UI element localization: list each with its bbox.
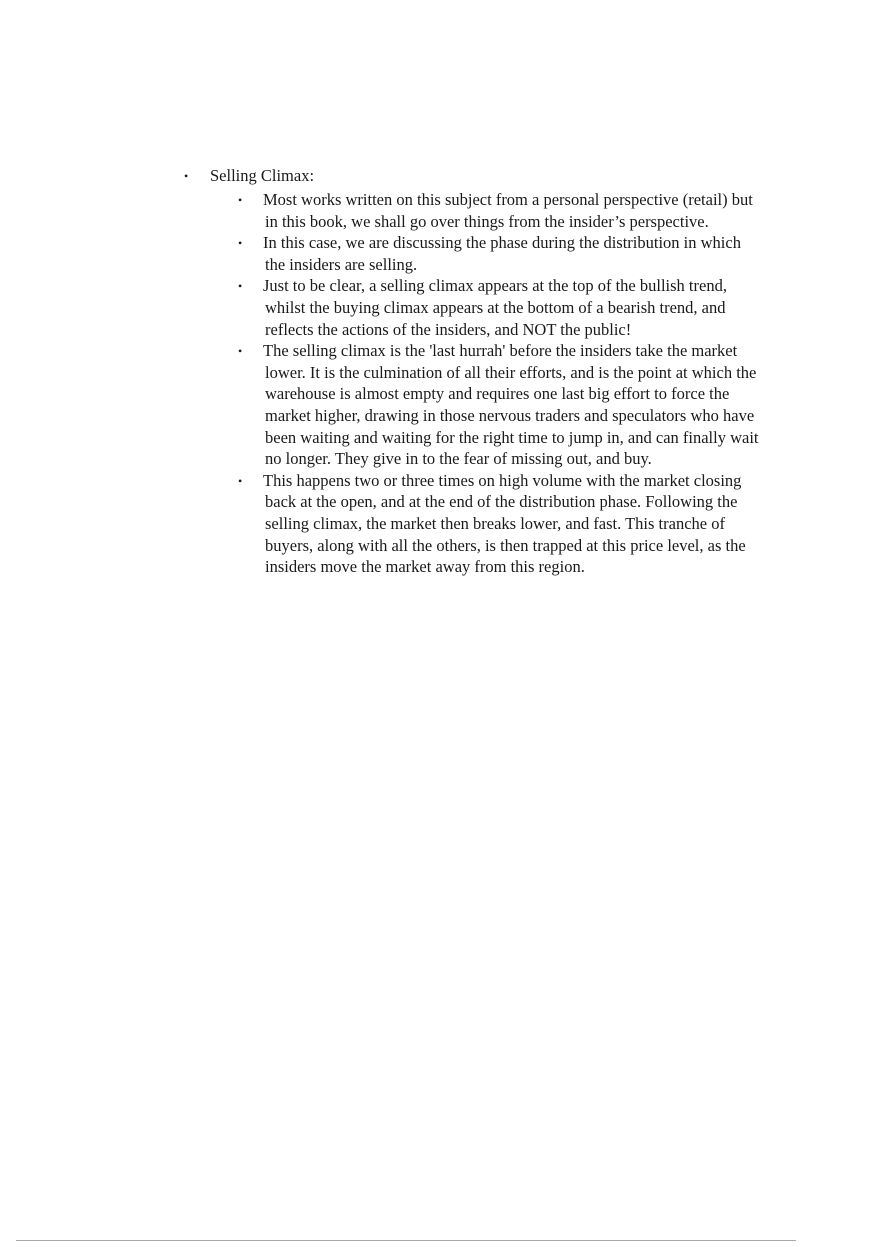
sub-bullet-list bbox=[184, 189, 784, 578]
bullet-icon: • bbox=[238, 236, 243, 251]
list-item-text: Most works written on this subject from a personal perspective (retail) but in this book, we shall go over things from the insider’s perspective. bbox=[263, 190, 753, 231]
bullet-icon: • bbox=[238, 279, 243, 294]
list-item-text: The selling climax is the 'last hurrah' before the insiders take the market lower. It is the culmination of all their efforts, and is the point at which the warehouse is almost empty and requires one last big effort to force the market higher, drawing in those nervous traders and speculators who have been waiting and waiting for the right time to jump in, and can finally wait no longer. They give in to the fear of missing out, and buy. bbox=[263, 341, 759, 469]
list-item-text: Just to be clear, a selling climax appears at the top of the bullish trend, whilst the buying climax appears at the bottom of a bearish trend, and reflects the actions of the insiders, and NOT the public! bbox=[263, 276, 727, 339]
list-item bbox=[184, 275, 784, 340]
bullet-icon: • bbox=[238, 344, 243, 359]
list-item-text: In this case, we are discussing the phase during the distribution in which the insiders are selling. bbox=[263, 233, 741, 274]
list-item bbox=[184, 470, 784, 578]
section-heading: Selling Climax: bbox=[210, 166, 315, 185]
list-item bbox=[184, 232, 784, 275]
list-item bbox=[184, 189, 784, 232]
footer-divider bbox=[16, 1240, 796, 1241]
list-item-text: This happens two or three times on high volume with the market closing back at the open, and at the end of the distribution phase. Following the selling climax, the market then breaks lower, and fast. This tranche of buyers, along with all the others, is then trapped at this price level, as the insiders move the market away from this region. bbox=[263, 470, 746, 577]
list-item bbox=[184, 340, 784, 470]
bullet-icon: • bbox=[238, 193, 243, 207]
bullet-icon: • bbox=[238, 473, 243, 488]
selling-climax-section bbox=[184, 165, 784, 578]
bullet-icon: • bbox=[184, 169, 189, 183]
section-heading-row bbox=[184, 165, 784, 189]
